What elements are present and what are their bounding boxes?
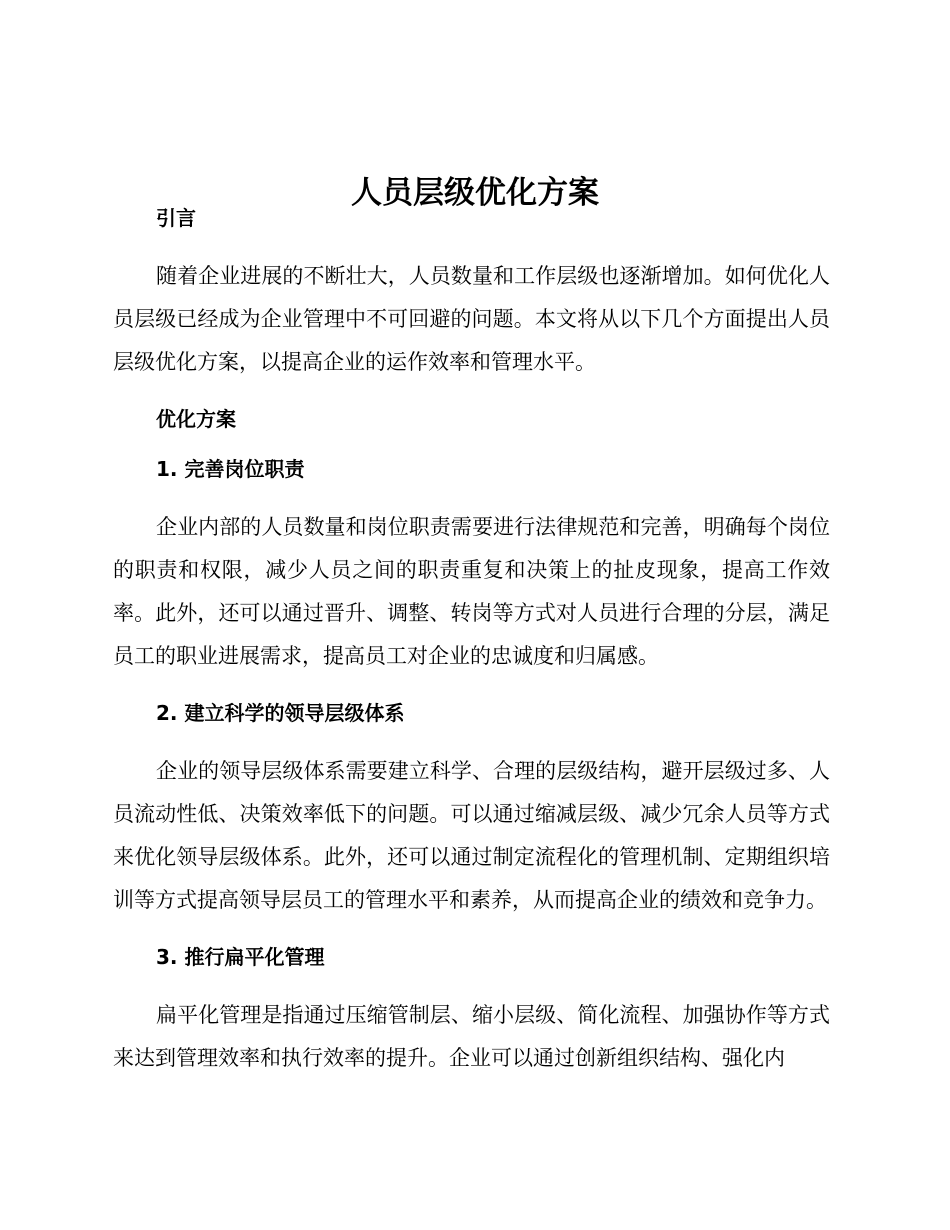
- section-heading-leadership: 2. 建立科学的领导层级体系: [156, 701, 405, 725]
- section-heading-optimization: 优化方案: [156, 407, 236, 431]
- paragraph-intro: 随着企业进展的不断壮大，人员数量和工作层级也逐渐增加。如何优化人员层级已经成为企业管理中不可回避的问题。本文将从以下几个方面提出人员层级优化方案，以提高企业的运作效率和管理水平。: [113, 264, 830, 374]
- section-leadership: [113, 698, 830, 942]
- paragraph-leadership: 企业的领导层级体系需要建立科学、合理的层级结构，避开层级过多、人员流动性低、决策效率低下的问题。可以通过缩减层级、减少冗余人员等方式来优化领导层级体系。此外，还可以通过制定流程化的管理机制、定期组织培训等方式提高领导层员工的管理水平和素养，从而提高企业的绩效和竞争力。: [113, 759, 830, 912]
- paragraph-job-duties: 企业内部的人员数量和岗位职责需要进行法律规范和完善，明确每个岗位的职责和权限，减少人员之间的职责重复和决策上的扯皮现象，提高工作效率。此外，还可以通过晋升、调整、转岗等方式对人员进行合理的分层，满足员工的职业进展需求，提高员工对企业的忠诚度和归属感。: [113, 515, 830, 668]
- paragraph-flat-management: 扁平化管理是指通过压缩管制层、缩小层级、简化流程、加强协作等方式来达到管理效率和执行效率的提升。企业可以通过创新组织结构、强化内: [113, 1003, 830, 1070]
- section-optimization: [113, 404, 830, 454]
- document-title: 人员层级优化方案: [351, 174, 599, 211]
- section-flat-management: [113, 942, 830, 1080]
- section-heading-flat-management: 3. 推行扁平化管理: [156, 945, 325, 969]
- document-body: [113, 203, 830, 1080]
- section-heading-intro: 引言: [156, 206, 196, 230]
- section-job-duties: [113, 454, 830, 698]
- section-intro: [113, 203, 830, 404]
- section-heading-job-duties: 1. 完善岗位职责: [156, 457, 305, 481]
